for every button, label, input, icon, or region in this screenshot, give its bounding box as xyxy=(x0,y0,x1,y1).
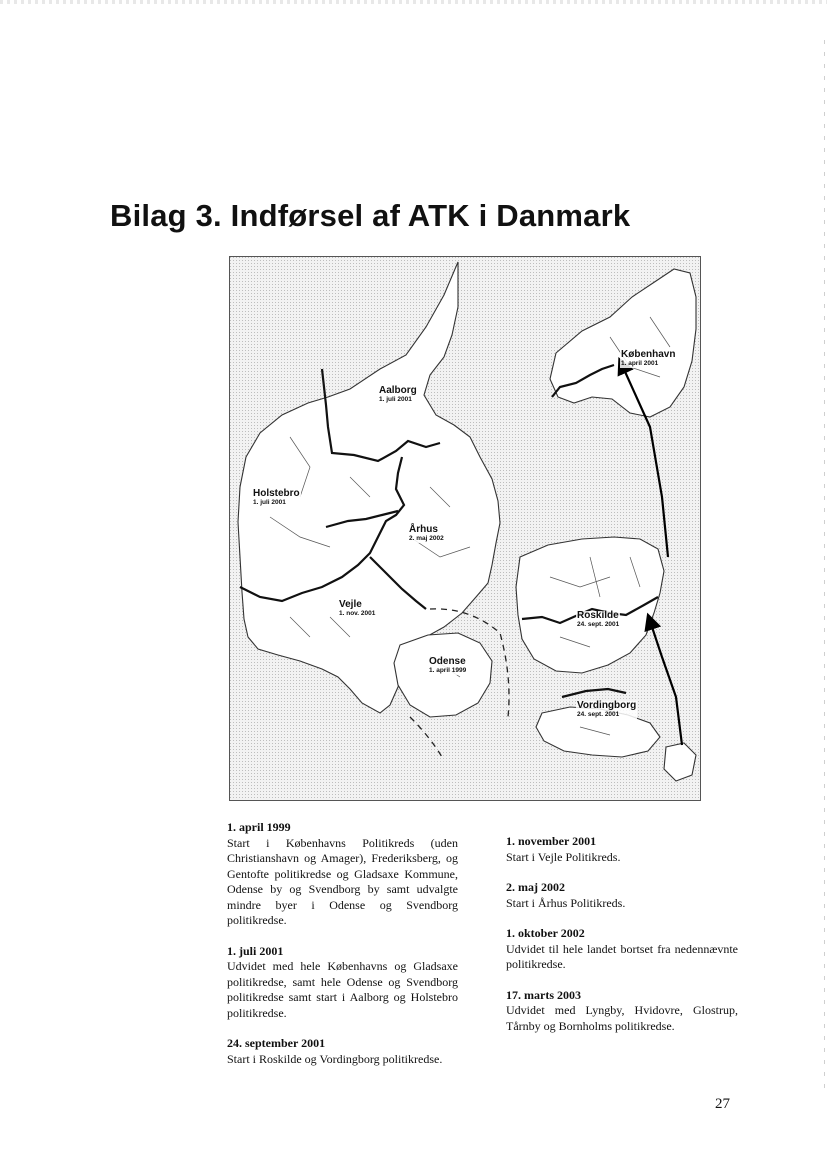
map-label-vejle: Vejle 1. nov. 2001 xyxy=(339,599,376,617)
entry-heading: 17. marts 2003 xyxy=(506,987,581,1002)
entry-heading: 1. oktober 2002 xyxy=(506,926,585,940)
map-label-vordingborg: Vordingborg 24. sept. 2001 xyxy=(577,700,637,718)
entry-text: Start i Københavns Politikreds (uden Christianshavn og Amager), Frederiksberg, og Gentofte politikredse og Gladsaxe Kommune, Odense by og Svendborg by samt udvalgte mindre byer i Odense og Svendborg politikredse. xyxy=(227,835,458,927)
entry-text: Start i Vejle Politikreds. xyxy=(506,849,621,864)
scan-edge-right xyxy=(824,40,825,1090)
scan-edge-top xyxy=(0,0,827,4)
entry-heading: 24. september 2001 xyxy=(227,1036,326,1050)
map-label-kobenhavn: København 1. april 2001 xyxy=(621,349,676,367)
timeline-left-column xyxy=(227,820,458,1082)
timeline-entry xyxy=(227,944,458,1022)
map-label-roskilde: Roskilde 24. sept. 2001 xyxy=(577,610,620,628)
page-number: 27 xyxy=(715,1096,730,1112)
entry-text: Start i Roskilde og Vordingborg politikredse. xyxy=(227,1051,443,1066)
map-label-aalborg: Aalborg 1. juli 2001 xyxy=(379,385,417,403)
entry-text: Udvidet med hele Københavns og Gladsaxe politikredse, samt hele Odense og Svendborg politikredse samt start i Aalborg og Holstebro politikredse. xyxy=(227,959,458,1020)
entry-heading: 2. maj 2002 xyxy=(506,880,565,894)
entry-heading: 1. juli 2001 xyxy=(227,943,284,958)
timeline-right-column xyxy=(506,834,738,1049)
timeline-entry xyxy=(506,834,738,865)
entry-text: Start i Århus Politikreds. xyxy=(506,895,626,910)
timeline-entry xyxy=(227,1036,458,1067)
entry-text: Udvidet til hele landet bortset fra nedennævnte politikredse. xyxy=(506,941,738,971)
entry-text: Udvidet med Lyngby, Hvidovre, Glostrup, Tårnby og Bornholms politikredse. xyxy=(506,1003,738,1033)
timeline-entry xyxy=(506,988,738,1035)
map-label-holstebro: Holstebro 1. juli 2001 xyxy=(253,488,300,506)
entry-heading: 1. april 1999 xyxy=(227,820,291,834)
denmark-map xyxy=(229,256,701,801)
timeline-entry xyxy=(227,820,458,929)
map-label-arhus: Århus 2. maj 2002 xyxy=(409,524,444,542)
page-title: Bilag 3. Indførsel af ATK i Danmark xyxy=(110,198,631,233)
map-illustration xyxy=(230,257,701,801)
map-label-odense: Odense 1. april 1999 xyxy=(429,656,467,674)
entry-heading: 1. november 2001 xyxy=(506,834,597,848)
timeline-entry xyxy=(506,880,738,911)
timeline-entry xyxy=(506,926,738,973)
